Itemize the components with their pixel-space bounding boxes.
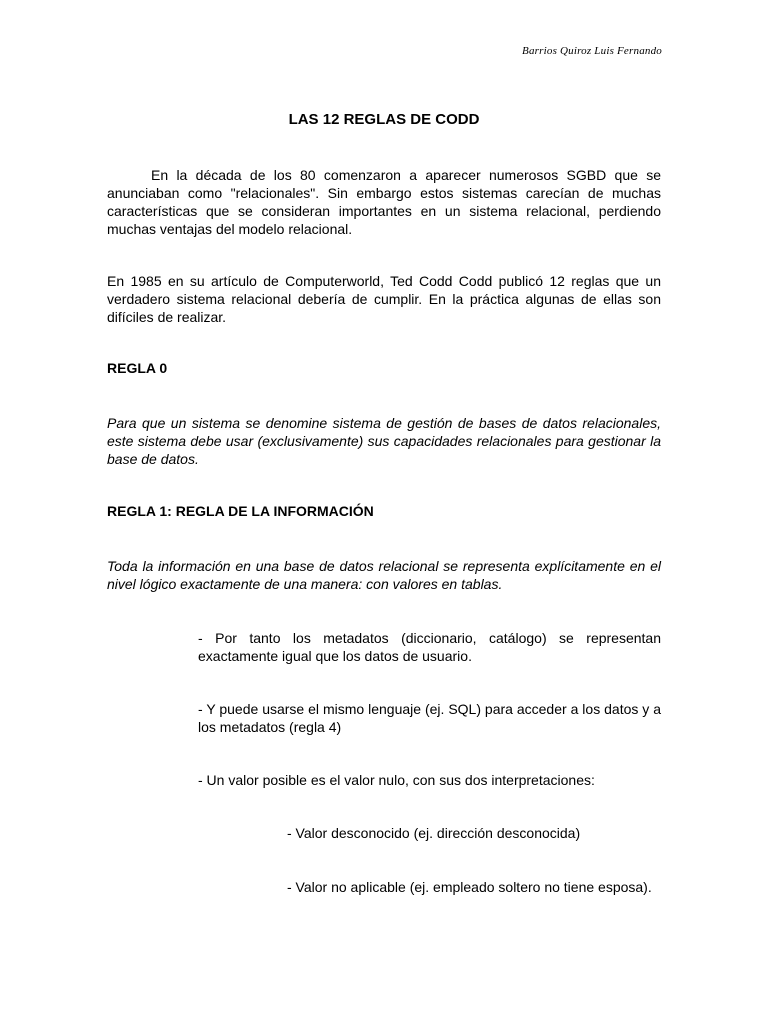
rule-1-point: - Por tanto los metadatos (diccionario, catálogo) se representan exactamente igual que los datos de usuario. <box>198 630 661 664</box>
rule-0-text: Para que un sistema se denomine sistema de gestión de bases de datos relacionales, este sistema debe usar (exclusivamente) sus capacidades relacionales para gestionar la base de datos. <box>107 415 661 467</box>
null-interpretation-item: - Valor no aplicable (ej. empleado soltero no tiene esposa). <box>287 879 652 895</box>
rule-1-text: Toda la información en una base de datos relacional se representa explícitamente en el nivel lógico exactamente de una manera: con valores en tablas. <box>107 558 661 592</box>
rule-0-heading: REGLA 0 <box>107 360 168 376</box>
null-interpretation-item: - Valor desconocido (ej. dirección desconocida) <box>287 825 581 841</box>
intro-paragraph-1: En la década de los 80 comenzaron a aparecer numerosos SGBD que se anunciaban como "relacionales". Sin embargo estos sistemas carecían de muchas características que se consideran importantes en un sistema relacional, perdiendo muchas ventajas del modelo relacional. <box>107 167 661 237</box>
rule-1-point: - Y puede usarse el mismo lenguaje (ej. SQL) para acceder a los datos y a los metadatos (regla 4) <box>198 701 661 735</box>
rule-1-heading: REGLA 1: REGLA DE LA INFORMACIÓN <box>107 503 374 519</box>
intro-paragraph-2: En 1985 en su artículo de Computerworld, Ted Codd Codd publicó 12 reglas que un verdadero sistema relacional debería de cumplir. En la práctica algunas de ellas son difíciles de realizar. <box>107 273 661 325</box>
page-title: LAS 12 REGLAS DE CODD <box>288 111 480 128</box>
rule-1-point: - Un valor posible es el valor nulo, con sus dos interpretaciones: <box>198 772 595 788</box>
header-author: Barrios Quiroz Luis Fernando <box>522 45 662 57</box>
